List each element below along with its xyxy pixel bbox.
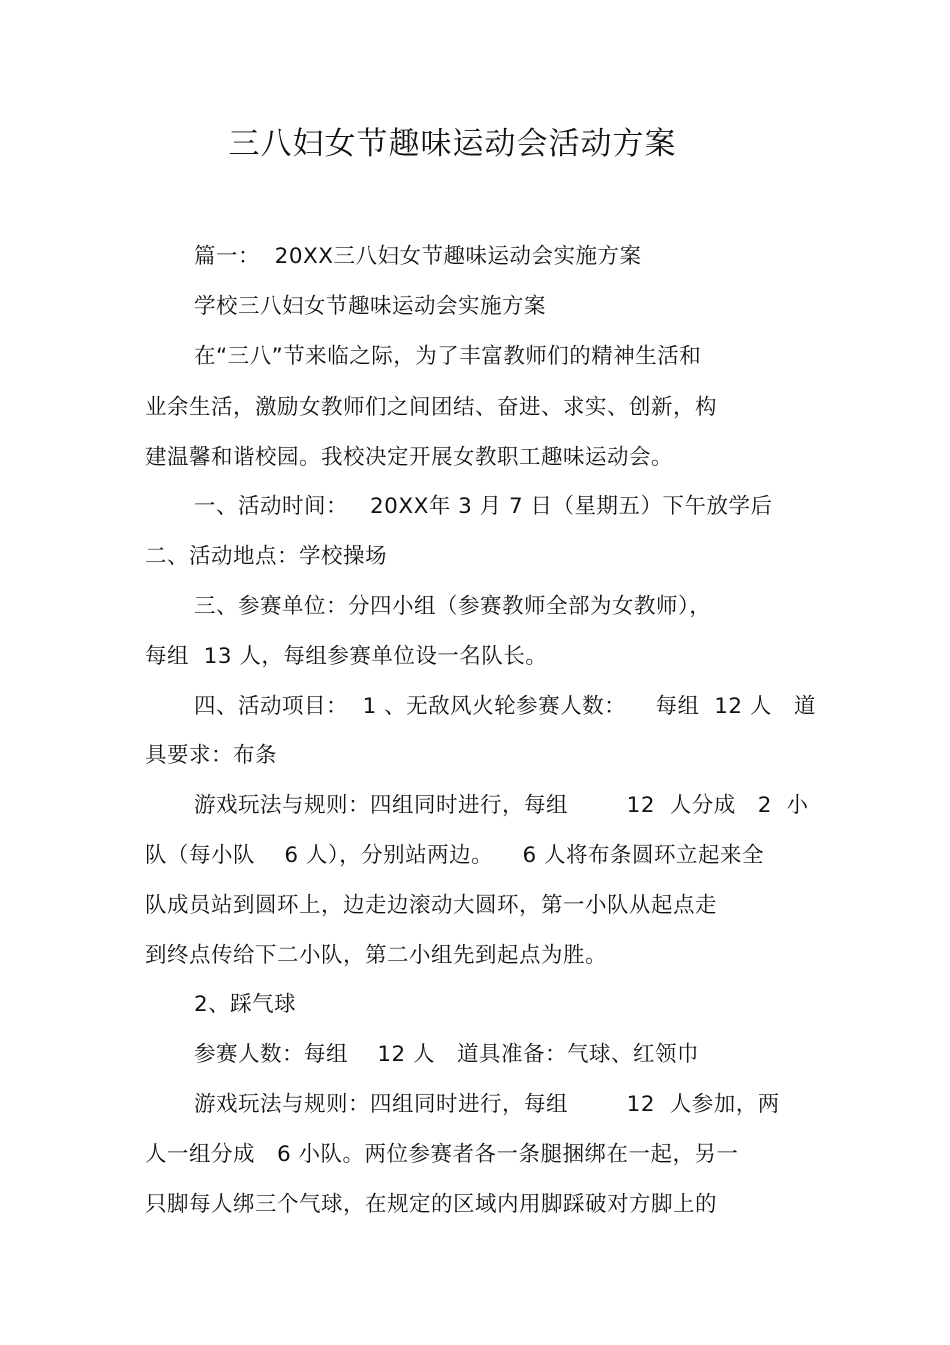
text-line: 每组 13 人，每组参赛单位设一名队长。 [145,644,548,669]
text-line: 四、活动项目： 1 、无敌风火轮参赛人数： 每组 12 人 道 [194,694,816,719]
text-line: 队（每小队 6 人），分别站两边。 6 人将布条圆环立起来全 [145,843,764,868]
text-line: 二、活动地点：学校操场 [145,544,388,569]
text-line: 篇一： 20XX三八妇女节趣味运动会实施方案 [194,244,642,269]
text-line: 一、活动时间： 20XX年 3 月 7 日（星期五）下午放学后 [194,494,773,519]
text-line: 到终点传给下二小队，第二小组先到起点为胜。 [145,943,608,968]
text-line: 人一组分成 6 小队。两位参赛者各一条腿捆绑在一起，另一 [145,1142,739,1167]
document-title: 三八妇女节趣味运动会活动方案 [228,126,677,162]
text-line: 学校三八妇女节趣味运动会实施方案 [194,294,547,319]
text-line: 只脚每人绑三个气球，在规定的区域内用脚踩破对方脚上的 [145,1192,718,1217]
text-line: 在“三八”节来临之际，为了丰富教师们的精神生活和 [194,344,702,369]
text-line: 2、踩气球 [194,992,297,1017]
text-line: 建温馨和谐校园。我校决定开展女教职工趣味运动会。 [145,445,674,470]
text-line: 三、参赛单位：分四小组（参赛教师全部为女教师）， [194,594,712,619]
text-line: 具要求：布条 [145,743,278,768]
text-line: 游戏玩法与规则：四组同时进行，每组 12 人分成 2 小 [194,793,809,818]
text-line: 业余生活，激励女教师们之间团结、奋进、求实、创新，构 [145,395,718,420]
text-line: 参赛人数：每组 12 人 道具准备：气球、红领巾 [194,1042,700,1067]
text-line: 游戏玩法与规则：四组同时进行，每组 12 人参加，两 [194,1092,780,1117]
text-line: 队成员站到圆环上，边走边滚动大圆环，第一小队从起点走 [145,893,718,918]
